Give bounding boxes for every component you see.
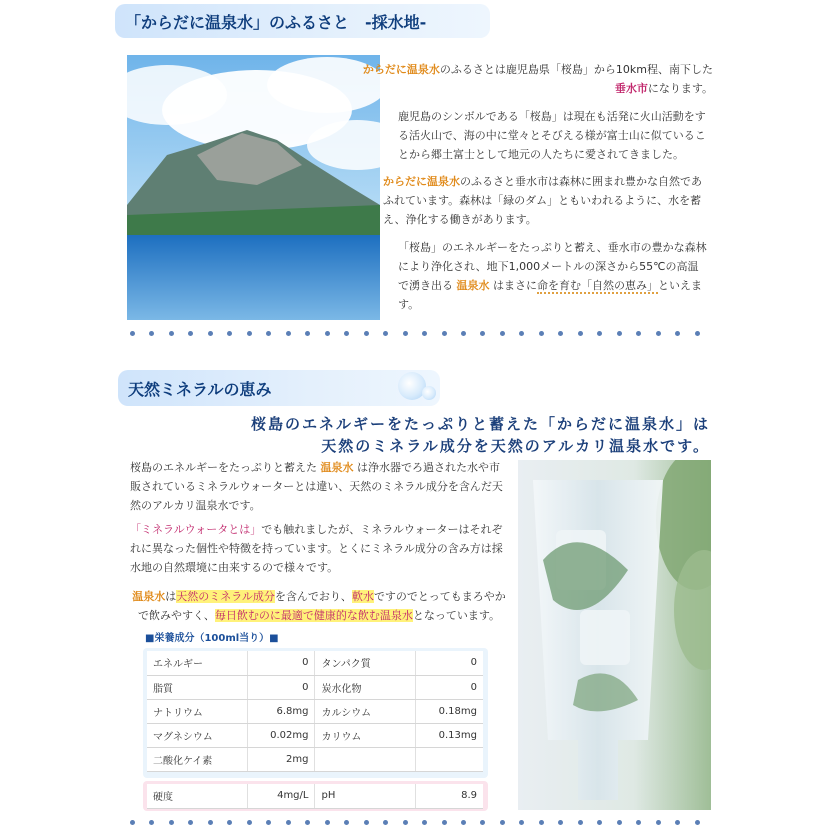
nutrient-label: 炭水化物 (315, 675, 415, 699)
section1-header (115, 4, 490, 38)
water-glass-photo (518, 460, 711, 810)
p3-d: となっています。 (412, 609, 500, 622)
highlight-natural-mineral: 天然のミネラル成分 (176, 590, 275, 603)
nutrient-value: 0 (247, 675, 315, 699)
dotted-divider (130, 820, 700, 825)
section1-title: 「からだに温泉水」のふるさと -採水地- (125, 12, 427, 32)
brand-name: 温泉水 (132, 590, 166, 603)
sakurajima-illustration (127, 55, 380, 320)
p1-a: 桜島のエネルギーをたっぷりと蓄えた (130, 461, 317, 474)
water-glass-illustration (518, 460, 711, 810)
nutrient-value: 6.8mg (247, 699, 315, 723)
highlight-soft-water: 軟水 (351, 590, 374, 603)
nutrition-title: ■栄養成分（100ml当り）■ (145, 633, 279, 644)
brand-name: 温泉水 (456, 279, 490, 292)
paragraph-natural-mineral (130, 458, 510, 515)
intro-end: になります。 (647, 82, 713, 95)
city-name: 垂水市 (614, 82, 648, 95)
callout-line-2: 天然のミネラル成分を天然のアルカリ温泉水です。 (321, 437, 710, 455)
ph-label: pH (315, 784, 415, 808)
ph-value: 8.9 (415, 784, 483, 808)
callout-line-1: 桜島のエネルギーをたっぷりと蓄えた「からだに温泉水」は (250, 415, 710, 433)
nutrient-label: エネルギー (147, 651, 247, 675)
table-row (147, 651, 483, 675)
section2-callout (150, 413, 710, 457)
bubble-decoration (422, 386, 436, 400)
dotted-divider (130, 331, 700, 336)
nutrient-value: 0 (247, 651, 315, 675)
nutrient-label: 二酸化ケイ素 (147, 747, 247, 771)
nutrient-value: 0 (415, 675, 483, 699)
nutrient-label: カリウム (315, 723, 415, 747)
nutrient-label: 脂質 (147, 675, 247, 699)
p1-b: は浄水器でろ過された水や市販されているミネラルウォーターとは違い、天然のミネラル成分を含んだ天然のアルカリ温泉水です。 (130, 461, 503, 512)
nutrient-value: 2mg (247, 747, 315, 771)
hardness-label: 硬度 (147, 784, 247, 808)
p3-b: を含んでおり、 (274, 590, 352, 603)
sakurajima-photo (127, 55, 380, 320)
table-row (147, 723, 483, 747)
brand-name: 温泉水 (320, 461, 354, 474)
intro-rest: のふるさとは鹿児島県「桜島」から10km程、南下した (439, 63, 713, 76)
intro-text (353, 60, 713, 98)
nutrient-label: タンパク質 (315, 651, 415, 675)
section2-header (118, 370, 440, 406)
section2-title: 天然ミネラルの恵み (128, 379, 272, 399)
table-row (147, 784, 483, 808)
nutrient-label: カルシウム (315, 699, 415, 723)
nutrition-table (147, 651, 483, 772)
brand-name: からだに温泉水 (362, 63, 440, 76)
paragraph-energy-a: 「桜島」のエネルギーをたっぷりと蓄え、垂水市の豊かな森林により浄化され、地下1,000メートルの深さから55℃の高温で湧き出る (398, 241, 707, 292)
p3-a: は (165, 590, 177, 603)
hardness-table (147, 784, 483, 809)
mineral-water-link[interactable]: 「ミネラルウォータとは」 (130, 523, 262, 536)
p2-rest: でも触れましたが、ミネラルウォーターはそれぞれに異なった個性や特徴を持っています。とくにミネラル成分の含み方は採水地の自然環境に由来するので様々です。 (130, 523, 503, 574)
nutrient-value: 0.18mg (415, 699, 483, 723)
paragraph-benefits (130, 587, 508, 625)
table-row (147, 699, 483, 723)
p3-c: ですのでとってもまろやかで飲みやすく、 (138, 590, 506, 622)
paragraph-energy (398, 238, 708, 314)
nutrient-value: 0.02mg (247, 723, 315, 747)
nutrient-value: 0 (415, 651, 483, 675)
table-row (147, 675, 483, 699)
hardness-value: 4mg/L (247, 784, 315, 808)
paragraph-mineral-water (130, 520, 510, 577)
nutrient-label: マグネシウム (147, 723, 247, 747)
paragraph-energy-b: はまさに (493, 279, 537, 292)
paragraph-tarumizu (383, 172, 708, 229)
brand-name: からだに温泉水 (383, 175, 460, 188)
paragraph-tarumizu-text: のふるさと垂水市は森林に囲まれ豊かな自然であふれています。森林は「緑のダム」ともいわれるように、水を蓄え、浄化する働きがあります。 (383, 175, 702, 226)
highlight-daily-drinking: 毎日飲むのに最適で健康的な飲む温泉水 (214, 609, 413, 622)
paragraph-energy-c: といえます。 (398, 279, 702, 311)
nutrient-label: ナトリウム (147, 699, 247, 723)
table-row (147, 747, 483, 771)
nutrient-label (315, 747, 415, 771)
nature-blessing: 命を育む「自然の恵み」 (537, 279, 658, 292)
nutrient-value (415, 747, 483, 771)
nutrient-value: 0.13mg (415, 723, 483, 747)
paragraph-sakurajima: 鹿児島のシンボルである「桜島」は現在も活発に火山活動をする活火山で、海の中に堂々とそびえる様が富士山に似ていることから郷土富士として地元の人たちに愛されてきました。 (398, 110, 706, 161)
